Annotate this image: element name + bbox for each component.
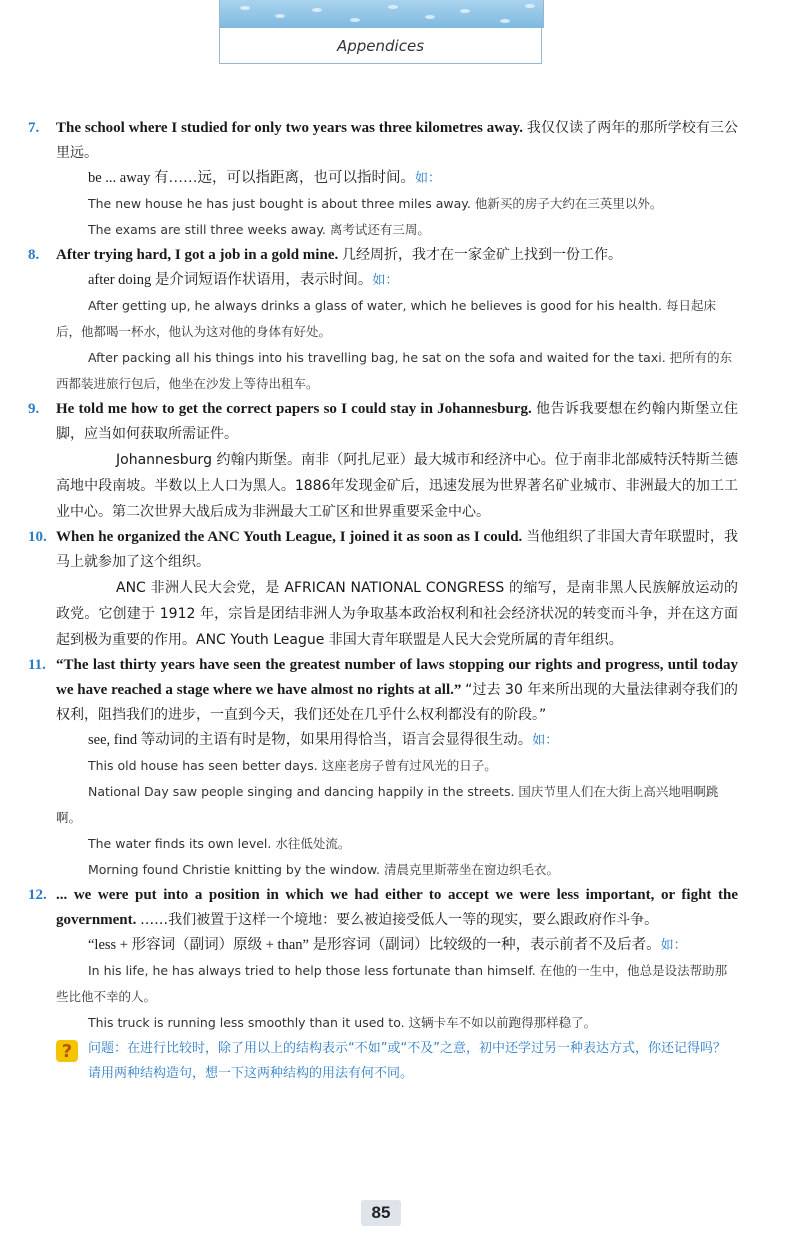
page-number: 85	[361, 1200, 401, 1226]
example-sentence: National Day saw people singing and dancing happily in the streets. 国庆节里人们在大街上高兴地唱啊跳啊。	[56, 784, 719, 825]
heading-chinese: 他告诉我要想在约翰内斯堡立住脚，应当如何获取所需证件。	[56, 401, 739, 442]
heading-english: He told me how to get the correct papers so I could stay in Johannesburg.	[56, 401, 532, 417]
note-item-9	[28, 397, 738, 525]
usage-note-text: be ... away 有……远，可以指距离，也可以指时间。	[88, 170, 416, 186]
heading-chinese: “过去 30 年来所出现的大量法律剥夺我们的权利，阻挡我们的进步，一直到今天，我们还处在几乎什么权利都没有的阶段。”	[56, 682, 739, 723]
note-item-11	[28, 653, 738, 883]
item-number: 9.	[28, 401, 40, 417]
example-marker: 如：	[372, 273, 399, 288]
item-heading	[28, 243, 738, 268]
usage-note	[28, 933, 738, 958]
usage-note	[28, 166, 738, 191]
item-heading	[28, 116, 738, 166]
example-sentence: In his life, he has always tried to help those less fortunate than himself. 在他的一生中，他总是设法帮助那些比他不幸的人。	[56, 963, 728, 1004]
usage-note-text: after doing 是介词短语作状语用，表示时间。	[88, 272, 373, 288]
heading-english: The school where I studied for only two years was three kilometres away.	[56, 120, 523, 136]
item-number: 7.	[28, 120, 40, 136]
note-item-10	[28, 525, 738, 653]
note-item-12	[28, 883, 738, 1086]
usage-note	[28, 728, 738, 753]
note-item-8	[28, 243, 738, 397]
example-sentence: After packing all his things into his travelling bag, he sat on the sofa and waited for the taxi. 把所有的东西都装进旅行包后，他坐在沙发上等待出租车。	[56, 350, 733, 391]
example-sentence: After getting up, he always drinks a glass of water, which he believes is good for his health. 每日起床后，他都喝一杯水，他认为这对他的身体有好处。	[56, 298, 716, 339]
header-banner	[219, 0, 544, 28]
item-number: 8.	[28, 247, 40, 263]
example-sentence: This truck is running less smoothly than it used to. 这辆卡车不如以前跑得那样稳了。	[88, 1015, 597, 1030]
section-title: Appendices	[219, 28, 542, 64]
heading-english: When he organized the ANC Youth League, I joined it as soon as I could.	[56, 529, 523, 545]
question-mark-icon: ?	[56, 1040, 78, 1062]
example-sentence: This old house has seen better days. 这座老房子曾有过风光的日子。	[88, 758, 497, 773]
example-marker: 如：	[415, 171, 442, 186]
item-heading	[28, 397, 738, 447]
usage-note	[28, 268, 738, 293]
question-box	[28, 1036, 738, 1086]
heading-chinese: 当他组织了非国大青年联盟时，我马上就参加了这个组织。	[56, 529, 739, 570]
item-number: 10.	[28, 529, 47, 545]
question-text: 问题：在进行比较时，除了用以上的结构表示“不如”或“不及”之意，初中还学过另一种表达方式，你还记得吗？请用两种结构造句，想一下这两种结构的用法有何不同。	[88, 1041, 726, 1081]
background-paragraph: Johannesburg 约翰内斯堡。南非（阿扎尼亚）最大城市和经济中心。位于南非北部威特沃特斯兰德高地中段南坡。半数以上人口为黑人。1886年发现金矿后，迅速发展为世界著名矿业城市、非洲最大的加工工业中心。第二次世界大战后成为非洲最大工矿区和世界重要采金中心。	[56, 452, 738, 520]
example-sentence: Morning found Christie knitting by the window. 清晨克里斯蒂坐在窗边织毛衣。	[88, 862, 559, 877]
background-paragraph: ANC 非洲人民大会党，是 AFRICAN NATIONAL CONGRESS 的缩写，是南非黑人民族解放运动的政党。它创建于 1912 年，宗旨是团结非洲人为争取基本政治权利和社会经济状况的转变而斗争，并在这方面起到极为重要的作用。ANC Youth League 非国大青年联盟是人民大会党所属的青年组织。	[56, 580, 738, 648]
example-sentence: The water finds its own level. 水往低处流。	[88, 836, 351, 851]
item-heading	[28, 653, 738, 728]
note-item-7	[28, 116, 738, 243]
notes-content	[28, 116, 738, 1086]
usage-note-text: see, find 等动词的主语有时是物，如果用得恰当，语言会显得很生动。	[88, 732, 533, 748]
heading-chinese: 几经周折，我才在一家金矿上找到一份工作。	[341, 247, 622, 263]
item-heading	[28, 883, 738, 933]
heading-english: ... we were put into a position in which we had either to accept we were less important, or fight the government.	[56, 887, 738, 928]
heading-chinese: ……我们被置于这样一个境地：要么被迫接受低人一等的现实，要么跟政府作斗争。	[140, 912, 659, 928]
heading-english: After trying hard, I got a job in a gold mine.	[56, 247, 339, 263]
heading-chinese: 我仅仅读了两年的那所学校有三公里远。	[56, 120, 739, 161]
usage-note-text: “less + 形容词（副词）原级 + than” 是形容词（副词）比较级的一种，表示前者不及后者。	[88, 937, 661, 953]
example-sentence: The new house he has just bought is about three miles away. 他新买的房子大约在三英里以外。	[88, 196, 663, 211]
example-marker: 如：	[660, 938, 687, 953]
example-marker: 如：	[532, 733, 559, 748]
example-sentence: The exams are still three weeks away. 离考试还有三周。	[88, 222, 430, 237]
item-heading	[28, 525, 738, 575]
item-number: 12.	[28, 887, 47, 903]
item-number: 11.	[28, 657, 46, 673]
heading-english: “The last thirty years have seen the greatest number of laws stopping our rights and progress, until today we have reached a stage where we have almost no rights at all.”	[56, 657, 738, 698]
